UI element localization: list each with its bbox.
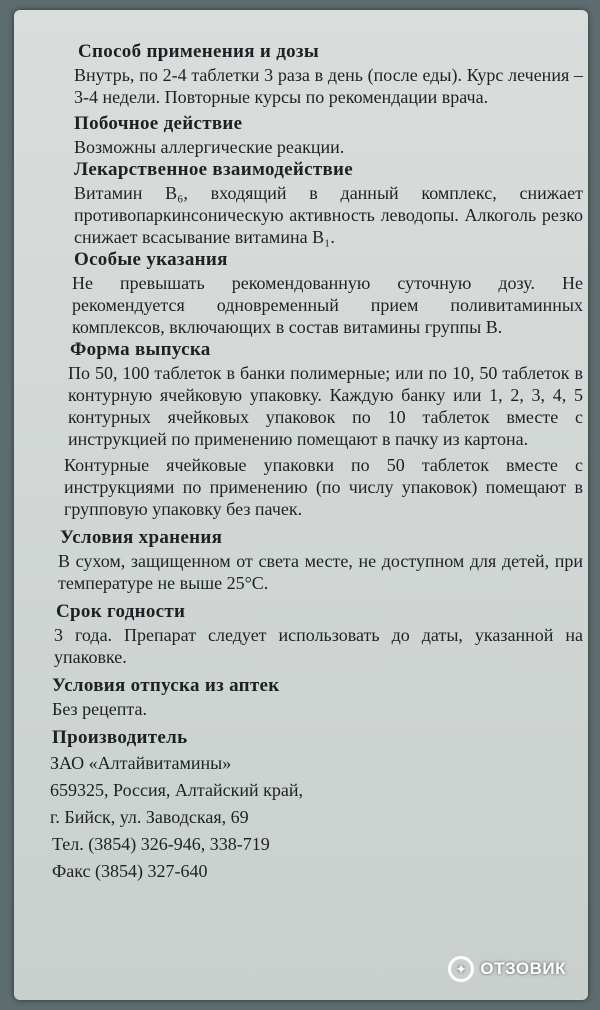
section-body: Витамин B₆, входящий в данный комплекс, снижает противопаркинсоническую активность леводопы. Алкоголь резко снижает всасывание витамина B₁.: [74, 183, 583, 247]
section-heading: Особые указания: [74, 249, 228, 270]
section-body: Без рецепта.: [52, 699, 147, 719]
manufacturer-name: ЗАО «Алтайвитамины»: [50, 753, 232, 773]
section-heading: Срок годности: [56, 601, 186, 622]
section-release-form: [38, 338, 583, 520]
section-body: Не превышать рекомендованную суточную дозу. Не рекомендуется одновременный прием поливитаминных комплексов, включающих в состав витамины группы B.: [72, 273, 583, 337]
section-heading: Условия хранения: [60, 527, 223, 548]
section-heading: Производитель: [52, 727, 188, 748]
section-heading: Способ применения и дозы: [78, 41, 319, 62]
manufacturer-address-line-2: г. Бийск, ул. Заводская, 69: [50, 807, 249, 827]
section-shelf-life: [38, 600, 583, 668]
otzovik-icon: ✦: [448, 956, 474, 982]
section-body: В сухом, защищенном от света месте, не доступном для детей, при температуре не выше 25°С.: [58, 551, 583, 593]
section-body: По 50, 100 таблеток в банки полимерные; или по 10, 50 таблеток в контурную ячейковую упаковку. Каждую банку или 1, 2, 3, 4, 5 контурных ячейковых упаковок по 10 таблеток вместе с инструкцией по применению помещают в пачку из картона.: [68, 363, 583, 449]
leaflet-content: [38, 40, 583, 885]
section-special-instructions: [38, 248, 583, 338]
leaflet-page: [14, 10, 588, 1000]
section-heading: Побочное действие: [74, 113, 243, 134]
manufacturer-address-line-1: 659325, Россия, Алтайский край,: [50, 780, 303, 800]
section-dosage: [38, 40, 583, 108]
section-storage: [38, 526, 583, 594]
section-heading: Условия отпуска из аптек: [52, 675, 280, 696]
section-body: Возможны аллергические реакции.: [74, 137, 345, 157]
section-heading: Лекарственное взаимодействие: [74, 159, 354, 180]
section-manufacturer: [38, 726, 583, 885]
section-side-effects: [38, 112, 583, 158]
section-heading: Форма выпуска: [70, 339, 211, 360]
section-body-secondary: Контурные ячейковые упаковки по 50 таблеток вместе с инструкциями по применению (по числу упаковок) помещают в групповую упаковку без пачек.: [64, 455, 583, 519]
watermark: [448, 956, 566, 982]
manufacturer-phone: Тел. (3854) 326-946, 338-719: [52, 834, 270, 854]
section-dispensing: [38, 674, 583, 720]
section-body: Внутрь, по 2-4 таблетки 3 раза в день (после еды). Курс лечения – 3-4 недели. Повторные курсы по рекомендации врача.: [74, 65, 583, 107]
manufacturer-fax: Факс (3854) 327-640: [52, 861, 208, 881]
section-body: 3 года. Препарат следует использовать до даты, указанной на упаковке.: [54, 625, 583, 667]
watermark-text: ОТЗОВИК: [480, 959, 566, 978]
section-interactions: [38, 158, 583, 248]
